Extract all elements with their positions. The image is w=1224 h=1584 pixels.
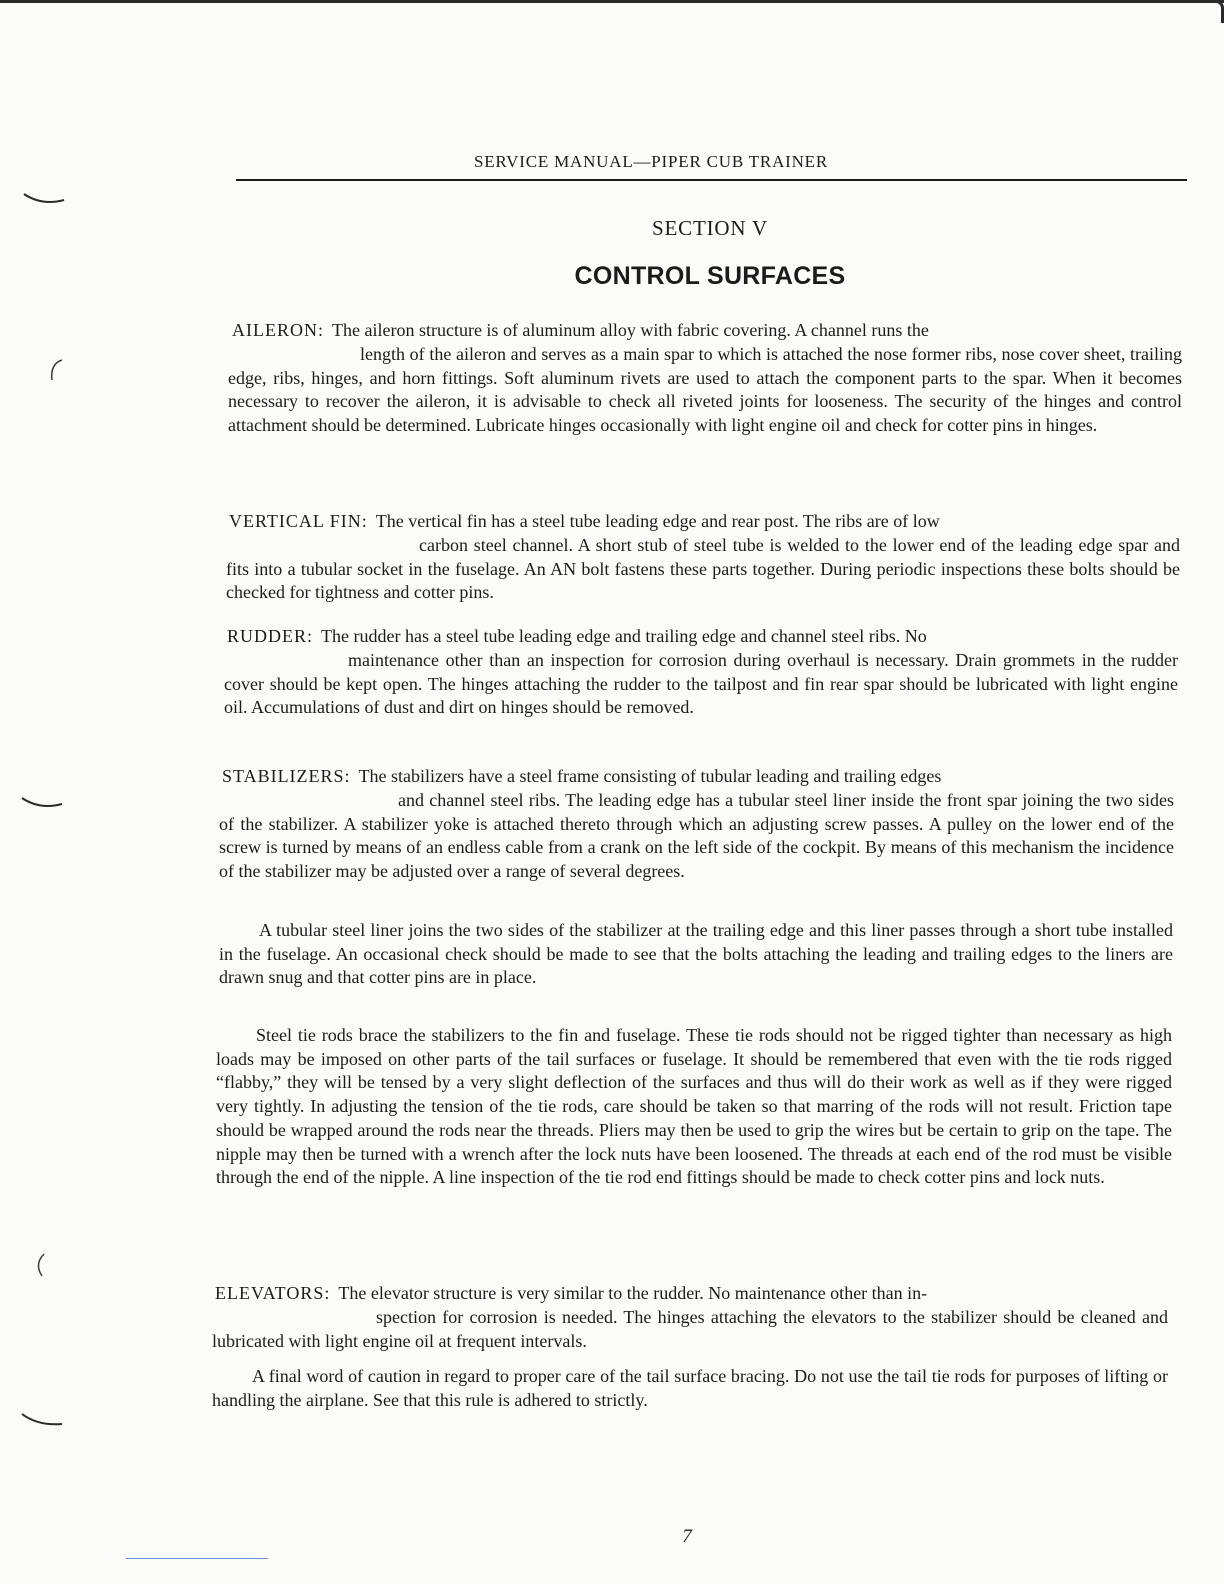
stabilizers-lead-text: The stabilizers have a steel frame consisting of tubular leading and trailing edges (358, 766, 942, 786)
vertical-fin-term: VERTICAL FIN: (229, 511, 368, 531)
margin-mark-2 (28, 1250, 52, 1280)
aileron-lead-text: The aileron structure is of aluminum alloy with fabric covering. A channel runs the (332, 320, 929, 340)
binding-hole-mark-3 (18, 1410, 68, 1434)
vertical-fin-lead-text: The vertical fin has a steel tube leading edge and rear post. The ribs are of low (375, 511, 940, 531)
bottom-scan-line (126, 1558, 268, 1559)
header-rule (236, 179, 1187, 181)
binding-hole-mark-1 (20, 188, 70, 212)
binding-hole-mark-2 (18, 792, 68, 816)
vertical-fin-lead-line (229, 510, 1181, 534)
rudder-lead-text: The rudder has a steel tube leading edge and trailing edge and channel steel ribs. No (321, 626, 927, 646)
rudder-term: RUDDER: (227, 626, 314, 646)
top-scan-border (0, 0, 1224, 3)
elevators-lead-text: The elevator structure is very similar to the rudder. No maintenance other than in- (338, 1283, 928, 1303)
elevators-paragraph: spection for corrosion is needed. The hinges attaching the elevators to the stabilizer should be cleaned and lubricated with light engine oil at frequent intervals. (212, 1307, 1168, 1351)
caution-paragraph: A final word of caution in regard to proper care of the tail surface bracing. Do not use the tail tie rods for purposes of lifting or handling the airplane. See that this rule is adhered to strictly. (212, 1366, 1168, 1410)
tie-rods-paragraph: Steel tie rods brace the stabilizers to the fin and fuselage. These tie rods should not be rigged tighter than necessary as high loads may be imposed on other parts of the tail surfaces or fuselage. It should be remembered that even with the tie rods rigged “flabby,” they will be tensed by a very slight deflection of the surfaces and thus will do their work as well as if they were rigged very tightly. In adjusting the tension of the tie rods, care should be taken so that marring of the rods will not result. Friction tape should be wrapped around the rods near the threads. Pliers may then be used to grip the wires but be certain to grip on the tape. The nipple may then be turned with a wrench after the lock nuts have been loosened. The threads at each end of the rod must be visible through the end of the nipple. A line inspection of the tie rod end fittings should be made to check cotter pins and lock nuts. (216, 1025, 1172, 1188)
stabilizer-liner-paragraph: A tubular steel liner joins the two sides of the stabilizer at the trailing edge and this liner passes through a short tube installed in the fuselage. An occasional check should be made to see that the bolts attaching the leading and trailing edges to the liners are drawn snug and that cotter pins are in place. (219, 920, 1173, 988)
top-right-scan-corner (1199, 0, 1224, 23)
stabilizers-lead-line (222, 765, 1175, 789)
margin-mark-1 (40, 356, 70, 384)
elevators-term: ELEVATORS: (215, 1283, 331, 1303)
stabilizers-term: STABILIZERS: (222, 766, 351, 786)
aileron-lead-line (232, 319, 1182, 343)
rudder-paragraph: maintenance other than an inspection for corrosion during overhaul is necessary. Drain grommets in the rudder cover should be kept open. The hinges attaching the rudder to the tailpost and fin rear spar should be lubricated with light engine oil. Accumulations of dust and dirt on hinges should be removed. (224, 650, 1178, 718)
section-title: CONTROL SURFACES (574, 262, 846, 290)
page-number: 7 (682, 1526, 692, 1547)
rudder-lead-line (227, 625, 1179, 649)
section-number: SECTION V (652, 216, 768, 240)
running-head: SERVICE MANUAL—PIPER CUB TRAINER (473, 152, 829, 171)
aileron-term: AILERON: (232, 320, 324, 340)
vertical-fin-paragraph: carbon steel channel. A short stub of steel tube is welded to the lower end of the leading edge spar and fits into a tubular socket in the fuselage. An AN bolt fastens these parts together. During periodic inspections these bolts should be checked for tightness and cotter pins. (226, 535, 1180, 603)
elevators-lead-line (215, 1282, 1169, 1306)
aileron-paragraph: length of the aileron and serves as a main spar to which is attached the nose former ribs, nose cover sheet, trailing edge, ribs, hinges, and horn fittings. Soft aluminum rivets are used to attach the component parts to the spar. When it becomes necessary to recover the aileron, it is advisable to check all riveted joints for looseness. The security of the hinges and control attachment should be determined. Lubricate hinges occasionally with light engine oil and check for cotter pins in hinges. (228, 344, 1182, 436)
stabilizers-paragraph: and channel steel ribs. The leading edge has a tubular steel liner inside the front spar joining the two sides of the stabilizer. A stabilizer yoke is attached thereto through which an adjusting screw passes. A pulley on the lower end of the screw is turned by means of an endless cable from a crank on the left side of the cockpit. By means of this mechanism the incidence of the stabilizer may be adjusted over a range of several degrees. (219, 790, 1174, 882)
